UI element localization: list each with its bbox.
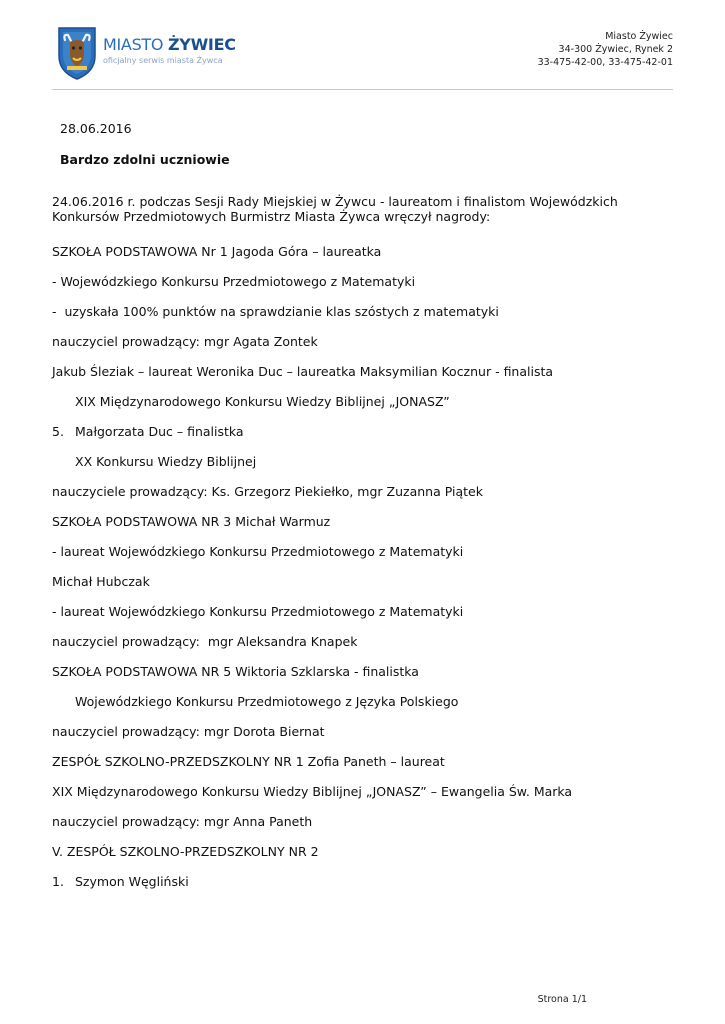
- paragraph-text: SZKOŁA PODSTAWOWA Nr 1 Jagoda Góra – laureatka: [52, 244, 382, 259]
- paragraph: [52, 244, 652, 259]
- paragraph-text: nauczyciel prowadzący: mgr Dorota Biernat: [52, 724, 325, 739]
- site-logo[interactable]: [57, 26, 236, 82]
- paragraph-text: Małgorzata Duc – finalistka: [75, 424, 244, 439]
- paragraph: [52, 724, 652, 739]
- paragraph: [52, 634, 652, 649]
- paragraph: [52, 694, 652, 709]
- paragraph: [52, 844, 652, 859]
- paragraph-text: - Wojewódzkiego Konkursu Przedmiotowego z Matematyki: [52, 274, 416, 289]
- paragraph: [52, 784, 652, 799]
- logo-wordmark-city: ŻYWIEC: [167, 35, 236, 54]
- paragraph-text: SZKOŁA PODSTAWOWA NR 3 Michał Warmuz: [52, 514, 331, 529]
- paragraph: [52, 754, 652, 769]
- paragraph-text: nauczyciele prowadzący: Ks. Grzegorz Piekiełko, mgr Zuzanna Piątek: [52, 484, 483, 499]
- list-number: 5.: [52, 424, 64, 439]
- contact-line: Miasto Żywiec: [605, 31, 673, 42]
- logo-wordmark: [103, 35, 236, 54]
- contact-line: 33-475-42-00, 33-475-42-01: [537, 57, 673, 68]
- paragraph-text: Wojewódzkiego Konkursu Przedmiotowego z Języka Polskiego: [75, 694, 459, 709]
- paragraph-text: ZESPÓŁ SZKOLNO-PRZEDSZKOLNY NR 1 Zofia Paneth – laureat: [52, 754, 445, 769]
- numbered-paragraph: [52, 874, 652, 889]
- coat-of-arms-icon: [57, 26, 97, 80]
- paragraph-text: Jakub Śleziak – laureat Weronika Duc – laureatka Maksymilian Kocznur - finalista: [52, 364, 554, 379]
- article-title: Bardzo zdolni uczniowie: [60, 152, 230, 167]
- contact-block: [538, 30, 673, 69]
- paragraph: [52, 334, 652, 349]
- paragraph-text: - laureat Wojewódzkiego Konkursu Przedmiotowego z Matematyki: [52, 604, 464, 619]
- paragraph: [52, 604, 652, 619]
- paragraph: [52, 394, 652, 409]
- paragraph: [52, 814, 652, 829]
- paragraph: [52, 544, 652, 559]
- paragraph-text: nauczyciel prowadzący: mgr Agata Zontek: [52, 334, 318, 349]
- page-header: [0, 0, 725, 90]
- paragraph-text: XIX Międzynarodowego Konkursu Wiedzy Biblijnej „JONASZ” – Ewangelia Św. Marka: [52, 784, 573, 799]
- list-number: 1.: [52, 874, 64, 889]
- paragraph: [52, 454, 652, 469]
- paragraph-text: V. ZESPÓŁ SZKOLNO-PRZEDSZKOLNY NR 2: [52, 844, 319, 859]
- numbered-paragraph: [52, 424, 652, 439]
- contact-line: 34-300 Żywiec, Rynek 2: [558, 44, 673, 55]
- article-body: [52, 190, 652, 889]
- paragraph-text: Szymon Węgliński: [75, 874, 189, 889]
- paragraph: [52, 484, 652, 499]
- paragraph-text: SZKOŁA PODSTAWOWA NR 5 Wiktoria Szklarska - finalistka: [52, 664, 419, 679]
- paragraph: [52, 574, 652, 589]
- paragraph-text: - uzyskała 100% punktów na sprawdzianie klas szóstych z matematyki: [52, 304, 499, 319]
- paragraph-text: Michał Hubczak: [52, 574, 150, 589]
- page-number: Strona 1/1: [537, 994, 587, 1005]
- paragraph-text: 24.06.2016 r. podczas Sesji Rady Miejskiej w Żywcu - laureatom i finalistom Wojewódzkich Konkursów Przedmiotowych Burmistrz Miasta Żywca wręczył nagrody:: [52, 194, 622, 224]
- paragraph: [52, 664, 652, 679]
- logo-wordmark-prefix: MIASTO: [103, 35, 168, 54]
- logo-tagline: oficjalny serwis miasta Żywca: [103, 56, 223, 65]
- paragraph-text: nauczyciel prowadzący: mgr Anna Paneth: [52, 814, 313, 829]
- paragraph-text: - laureat Wojewódzkiego Konkursu Przedmiotowego z Matematyki: [52, 544, 464, 559]
- paragraph-text: nauczyciel prowadzący: mgr Aleksandra Knapek: [52, 634, 358, 649]
- header-divider: [52, 89, 673, 90]
- paragraph: [52, 194, 652, 224]
- paragraph-text: XIX Międzynarodowego Konkursu Wiedzy Biblijnej „JONASZ”: [75, 394, 450, 409]
- paragraph: [52, 304, 652, 319]
- article-date: 28.06.2016: [60, 121, 132, 136]
- paragraph: [52, 364, 652, 379]
- paragraph: [52, 514, 652, 529]
- paragraph-text: XX Konkursu Wiedzy Biblijnej: [75, 454, 257, 469]
- paragraph: [52, 274, 652, 289]
